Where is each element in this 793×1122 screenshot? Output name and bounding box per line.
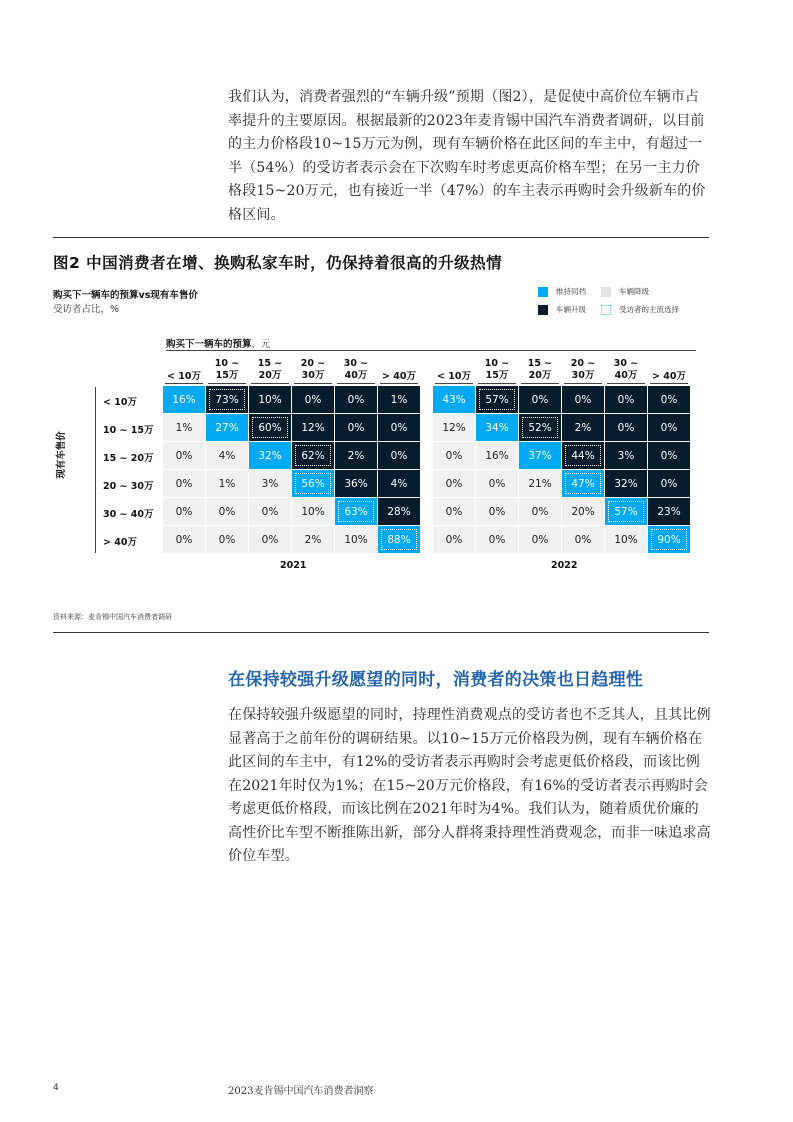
heatmap-cell: 0% <box>605 414 647 441</box>
budget-axis-line <box>166 350 696 351</box>
heatmap-cell: 3% <box>249 470 291 497</box>
heatmap-cell: 0% <box>476 526 518 553</box>
heatmap-cell: 0% <box>562 386 604 413</box>
heatmap-cell: 57% <box>605 498 647 525</box>
column-label: > 40万 <box>382 371 416 382</box>
figure-top-rule <box>53 237 709 238</box>
heatmap-cell: 0% <box>476 470 518 497</box>
heatmap-cell: 0% <box>433 442 475 469</box>
heatmap-cell: 0% <box>163 442 205 469</box>
heatmap-cell: 0% <box>648 442 690 469</box>
column-label-rule <box>607 383 645 384</box>
panel-year-label: 2022 <box>551 560 578 571</box>
heatmap-cell: 0% <box>433 526 475 553</box>
page-number: 4 <box>53 1083 59 1093</box>
heatmap-cell: 0% <box>206 498 248 525</box>
heatmap-cell: 57% <box>476 386 518 413</box>
heatmap-cell: 0% <box>249 498 291 525</box>
heatmap-cell: 1% <box>206 470 248 497</box>
column-label: < 10万 <box>437 371 471 382</box>
heatmap-cell: 12% <box>292 414 334 441</box>
heatmap-cell: 37% <box>519 442 561 469</box>
heatmap-cell: 21% <box>519 470 561 497</box>
figure-bottom-rule <box>53 632 709 633</box>
heatmap-cell: 73% <box>206 386 248 413</box>
heatmap-cell: 0% <box>476 498 518 525</box>
body-paragraph: 在保持较强升级愿望的同时，持理性消费观点的受访者也不乏其人，且其比例显著高于之前年份的调研结果。以10~15万元价格段为例，现有车辆价格在此区间的车主中，有12%的受访者表示再购时会考虑更低价格段，而该比例在2021年时仅为1%；在15~20万元价格段，有16%的受访者表示再购时会考虑更低价格段，而该比例在2021年时为4%。我们认为，随着质优价廉的高性价比车型不断推陈出新，部分人群将秉持理性消费观念，而非一味追求高价位车型。 <box>228 707 711 864</box>
heatmap-cell: 32% <box>605 470 647 497</box>
figure-title: 图2 中国消费者在增、换购私家车时，仍保持着很高的升级热情 <box>53 254 503 272</box>
heatmap-cell: 0% <box>648 386 690 413</box>
column-label: 20 ~ 30万 <box>570 358 596 381</box>
column-label-rule <box>294 383 332 384</box>
heatmap-cell: 0% <box>648 470 690 497</box>
heatmap-cell: 43% <box>433 386 475 413</box>
heatmap-cell: 12% <box>433 414 475 441</box>
heatmap-cell: 0% <box>378 414 420 441</box>
heatmap-cell: 0% <box>433 498 475 525</box>
legend-item <box>538 286 586 297</box>
heatmap-cell: 90% <box>648 526 690 553</box>
heatmap-cell: 0% <box>163 470 205 497</box>
row-label: 15 ~ 20万 <box>103 453 154 464</box>
column-label: 15 ~ 20万 <box>527 358 553 381</box>
legend-label: 维持同档 <box>556 287 586 296</box>
heatmap-cell: 23% <box>648 498 690 525</box>
heatmap-cell: 0% <box>292 386 334 413</box>
heatmap-cell: 10% <box>292 498 334 525</box>
panel-year-label: 2021 <box>280 560 307 571</box>
column-label: < 10万 <box>167 371 201 382</box>
heatmap-cell: 0% <box>605 386 647 413</box>
heatmap-cell: 63% <box>335 498 377 525</box>
row-label: 30 ~ 40万 <box>103 509 154 520</box>
heatmap-cell: 1% <box>163 414 205 441</box>
heatmap-cell: 0% <box>163 526 205 553</box>
column-label-rule <box>564 383 602 384</box>
heatmap-cell: 0% <box>519 526 561 553</box>
budget-axis-unit: ，元 <box>251 339 271 350</box>
heatmap-cell: 0% <box>378 442 420 469</box>
heatmap-cell: 2% <box>562 414 604 441</box>
heatmap-cell: 0% <box>519 498 561 525</box>
column-label-rule <box>650 383 688 384</box>
heatmap-cell: 3% <box>605 442 647 469</box>
heatmap-cell: 16% <box>476 442 518 469</box>
chart-title: 购买下一辆车的预算vs现有车售价 <box>53 290 198 301</box>
heatmap-cell: 28% <box>378 498 420 525</box>
legend-item <box>601 286 649 297</box>
legend-label: 车辆升级 <box>556 305 586 314</box>
legend-swatch <box>601 287 611 297</box>
heatmap-cell: 10% <box>605 526 647 553</box>
heatmap-cell: 4% <box>206 442 248 469</box>
column-label: 10 ~ 15万 <box>214 358 240 381</box>
heatmap-cell: 2% <box>335 442 377 469</box>
heatmap-cell: 0% <box>163 498 205 525</box>
section-subheading: 在保持较强升级愿望的同时，消费者的决策也日趋理性 <box>228 670 644 690</box>
column-label: 20 ~ 30万 <box>300 358 326 381</box>
heatmap-cell: 10% <box>249 386 291 413</box>
column-label: 10 ~ 15万 <box>484 358 510 381</box>
figure-source: 资料来源：麦肯锡中国汽车消费者调研 <box>53 613 172 621</box>
column-label: 30 ~ 40万 <box>613 358 639 381</box>
heatmap-cell: 10% <box>335 526 377 553</box>
legend-swatch <box>601 305 611 315</box>
column-label: > 40万 <box>652 371 686 382</box>
heatmap-cell: 44% <box>562 442 604 469</box>
heatmap-cell: 0% <box>206 526 248 553</box>
heatmap-cell: 0% <box>648 414 690 441</box>
heatmap-cell: 4% <box>378 470 420 497</box>
intro-paragraph: 我们认为，消费者强烈的“车辆升级”预期（图2），是促使中高价位车辆市占率提升的主要原因。根据最新的2023年麦肯锡中国汽车消费者调研，以目前的主力价格段10~15万元为例，现有车辆价格在此区间的车主中，有超过一半（54%）的受访者表示会在下次购车时考虑更高价格车型；在另一主力价格段15~20万元，也有接近一半（47%）的车主表示再购时会升级新车的价格区间。 <box>228 89 706 223</box>
column-label-rule <box>251 383 289 384</box>
heatmap-cell: 88% <box>378 526 420 553</box>
legend-label: 受访者的主流选择 <box>619 305 679 314</box>
column-label-rule <box>208 383 246 384</box>
heatmap-cell: 16% <box>163 386 205 413</box>
heatmap-cell: 36% <box>335 470 377 497</box>
heatmap-cell: 60% <box>249 414 291 441</box>
heatmap-cell: 2% <box>292 526 334 553</box>
heatmap-cell: 34% <box>476 414 518 441</box>
row-label: 10 ~ 15万 <box>103 425 154 436</box>
legend-label: 车辆降级 <box>619 287 649 296</box>
heatmap-cell: 0% <box>249 526 291 553</box>
heatmap-cell: 0% <box>519 386 561 413</box>
heatmap-cell: 52% <box>519 414 561 441</box>
y-axis-label: 现有车售价 <box>56 431 67 479</box>
heatmap-cell: 0% <box>335 414 377 441</box>
row-label: 20 ~ 30万 <box>103 481 154 492</box>
legend-item <box>601 304 679 315</box>
heatmap-cell: 1% <box>378 386 420 413</box>
heatmap-cell: 62% <box>292 442 334 469</box>
legend-swatch <box>538 287 548 297</box>
column-label-rule <box>165 383 203 384</box>
heatmap-cell: 0% <box>335 386 377 413</box>
column-label-rule <box>337 383 375 384</box>
footer-title: 2023麦肯锡中国汽车消费者洞察 <box>228 1086 374 1097</box>
column-label: 30 ~ 40万 <box>343 358 369 381</box>
column-label: 15 ~ 20万 <box>257 358 283 381</box>
heatmap-cell: 0% <box>562 526 604 553</box>
row-label: > 40万 <box>103 537 137 548</box>
heatmap-cell: 47% <box>562 470 604 497</box>
heatmap-cell: 32% <box>249 442 291 469</box>
budget-axis-header <box>166 336 271 350</box>
heatmap-cell: 56% <box>292 470 334 497</box>
legend-item <box>538 304 586 315</box>
heatmap-cell: 20% <box>562 498 604 525</box>
column-label-rule <box>478 383 516 384</box>
column-label-rule <box>521 383 559 384</box>
chart-unit: 受访者占比，% <box>53 304 120 315</box>
budget-axis-title: 购买下一辆车的预算 <box>166 339 252 350</box>
heatmap-cell: 0% <box>433 470 475 497</box>
heatmap-cell: 27% <box>206 414 248 441</box>
y-axis-line <box>95 387 96 553</box>
column-label-rule <box>380 383 418 384</box>
column-label-rule <box>435 383 473 384</box>
legend-swatch <box>538 305 548 315</box>
row-label: < 10万 <box>103 397 137 408</box>
